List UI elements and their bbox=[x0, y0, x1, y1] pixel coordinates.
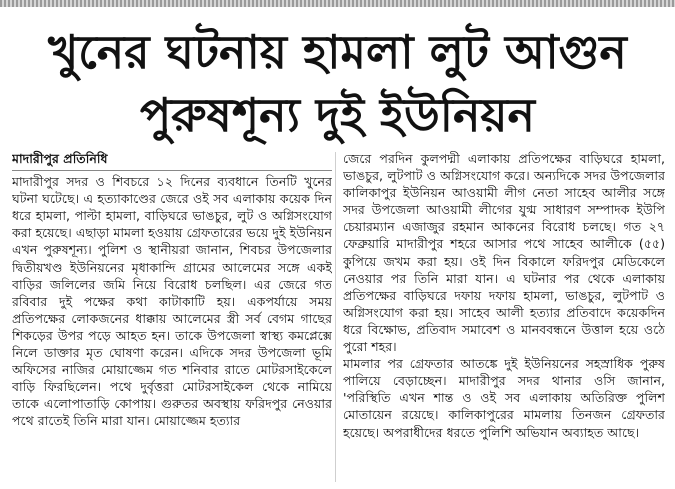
article-body-right-paragraph-1: জেরে পরদিন কুলপদ্মী এলাকায় প্রতিপক্ষের বাড়িঘরে হামলা, ভাঙচুর, লুটপাট ও অগ্নিসংযোগ করে। অন্যদিকে সদর উপজেলার কালিকাপুর ইউনিয়ন আওয়ামী লীগ নেতা সাহেব আলীর সঙ্গে সদর উপজেলা আওয়ামী লীগের যুগ্ম সাধারণ সম্পাদক ইউপি চেয়ারম্যান এজাজুর রহমান আকনের বিরোধ চলছে। গত ২৭ ফেব্রুয়ারি মাদারীপুর শহরে আসার পথে সাহেব আলীকে (৫৫) কুপিয়ে জখম করা হয়। ওই দিন বিকালে ফরিদপুর মেডিকেলে নেওয়ার পর তিনি মারা যান। এ ঘটনার পর থেকে এলাকায় প্রতিপক্ষের বাড়িঘরে দফায় দফায় হামলা, ভাঙচুর, লুটপাট ও অগ্নিসংযোগ করা হয়। সাহেব আলী হত্যার প্রতিবাদে কয়েকদিন ধরে বিক্ষোভ, প্রতিবাদ সমাবেশ ও মানববন্ধনে উত্তাল হয়ে ওঠে পুরো শহর। bbox=[343, 151, 665, 355]
column-divider bbox=[335, 152, 336, 482]
headline-line-1: খুনের ঘটনায় হামলা লুট আগুন bbox=[48, 25, 627, 79]
article-body-left: মাদারীপুর সদর ও শিবচরে ১২ দিনের ব্যবধানে তিনটি খুনের ঘটনা ঘটেছে। এ হত্যাকাণ্ডের জেরে ওই সব এলাকায় কয়েক দিন ধরে হামলা, পাল্টা হামলা, বাড়িঘরে ভাঙচুর, লুট ও অগ্নিসংযোগ করা হয়েছে। এছাড়া মামলা হওয়ায় গ্রেফতারের ভয়ে দুই ইউনিয়ন এখন পুরুষশূন্য। পুলিশ ও স্থানীয়রা জানান, শিবচর উপজেলার দ্বিতীয়খণ্ড ইউনিয়নের মৃধাকান্দি গ্রামের আলেমের সঙ্গে একই বাড়ির জলিলের জমি নিয়ে বিরোধ চলছিল। এর জেরে গত রবিবার দুই পক্ষের কথা কাটাকাটি হয়। একপর্যায়ে সময় প্রতিপক্ষের লোকজনের ধাক্কায় আলেমের স্ত্রী সর্ব বেগম গাছের শিকড়ের উপর পড়ে আহত হন। তাকে উপজেলা স্বাস্থ্য কমপ্লেক্সে নিলে ডাক্তার মৃত ঘোষণা করেন। এদিকে সদর উপজেলা ভূমি অফিসের নাজির মোয়াজ্জেম গত শনিবার রাতে মোটরসাইকেলে বাড়ি ফিরছিলেন। পথে দুর্বৃত্তরা মোটরসাইকেল থেকে নামিয়ে তাকে এলোপাতাড়ি কোপায়। গুরুতর অবস্থায় ফরিদপুর নেওয়ার পথে রাতেই তিনি মারা যান। মোয়াজ্জেম হত্যার bbox=[12, 174, 332, 429]
article-column-right bbox=[343, 150, 665, 485]
article-column-left bbox=[12, 150, 332, 485]
headline-line-2: পুরুষশূন্য দুই ইউনিয়ন bbox=[140, 88, 535, 142]
article-body-right-paragraph-2: মামলার পর গ্রেফতার আতঙ্কে দুই ইউনিয়নের সহস্রাধিক পুরুষ পালিয়ে বেড়াচ্ছেন। মাদারীপুর সদর থানার ওসি জানান, 'পরিস্থিতি এখন শান্ত ও ওই সব এলাকায় অতিরিক্ত পুলিশ মোতায়েন রয়েছে। কালিকাপুরের মামলায় তিনজন গ্রেফতার হয়েছে। অপরাধীদের ধরতে পুলিশি অভিযান অব্যাহত আছে। bbox=[343, 356, 665, 440]
top-decorative-rule bbox=[0, 0, 675, 7]
byline: মাদারীপুর প্রতিনিধি bbox=[12, 150, 332, 171]
